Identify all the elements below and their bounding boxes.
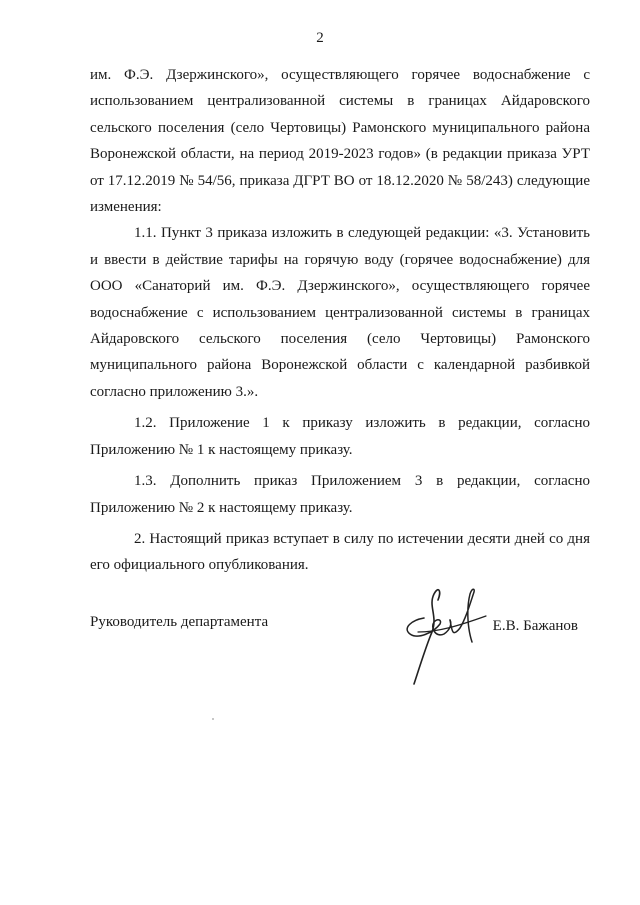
handwritten-signature <box>398 580 494 692</box>
paragraph-1-3: 1.3. Дополнить приказ Приложением 3 в редакции, согласно Приложению № 2 к настоящему приказу. <box>90 473 590 516</box>
signatory-name: Е.В. Бажанов <box>492 618 578 634</box>
paragraph-1-1: 1.1. Пункт 3 приказа изложить в следующей редакции: «3. Установить и ввести в действие тарифы на горячую воду (горячее водоснабжение) для ООО «Санаторий им. Ф.Э. Дзержинского», осуществляющего горячее водоснабжение с использованием централизованной системы в границах Айдаровского сельского поселения (село Чертовицы) Рамонского муниципального района Воронежской области с календарной разбивкой согласно приложению 3.». <box>90 225 590 400</box>
page-number: 2 <box>316 30 324 46</box>
scan-artifact <box>212 718 214 720</box>
paragraph-continuation: им. Ф.Э. Дзержинского», осуществляющего горячее водоснабжение с использованием централизованной системы в границах Айдаровского сельского поселения (село Чертовицы) Рамонского муниципального района Воронежской области, на период 2019-2023 годов» (в редакции приказа УРТ от 17.12.2019 № 54/56, приказа ДГРТ ВО от 18.12.2020 № 58/243) следующие изменения: <box>90 67 590 216</box>
signature-block <box>90 614 590 644</box>
paragraph-2: 2. Настоящий приказ вступает в силу по истечении десяти дней со дня его официального опубликования. <box>90 530 590 574</box>
document-body <box>90 62 590 579</box>
signatory-position: Руководитель департамента <box>90 614 269 630</box>
paragraph-1-2: 1.2. Приложение 1 к приказу изложить в редакции, согласно Приложению № 1 к настоящему приказу. <box>90 415 590 458</box>
